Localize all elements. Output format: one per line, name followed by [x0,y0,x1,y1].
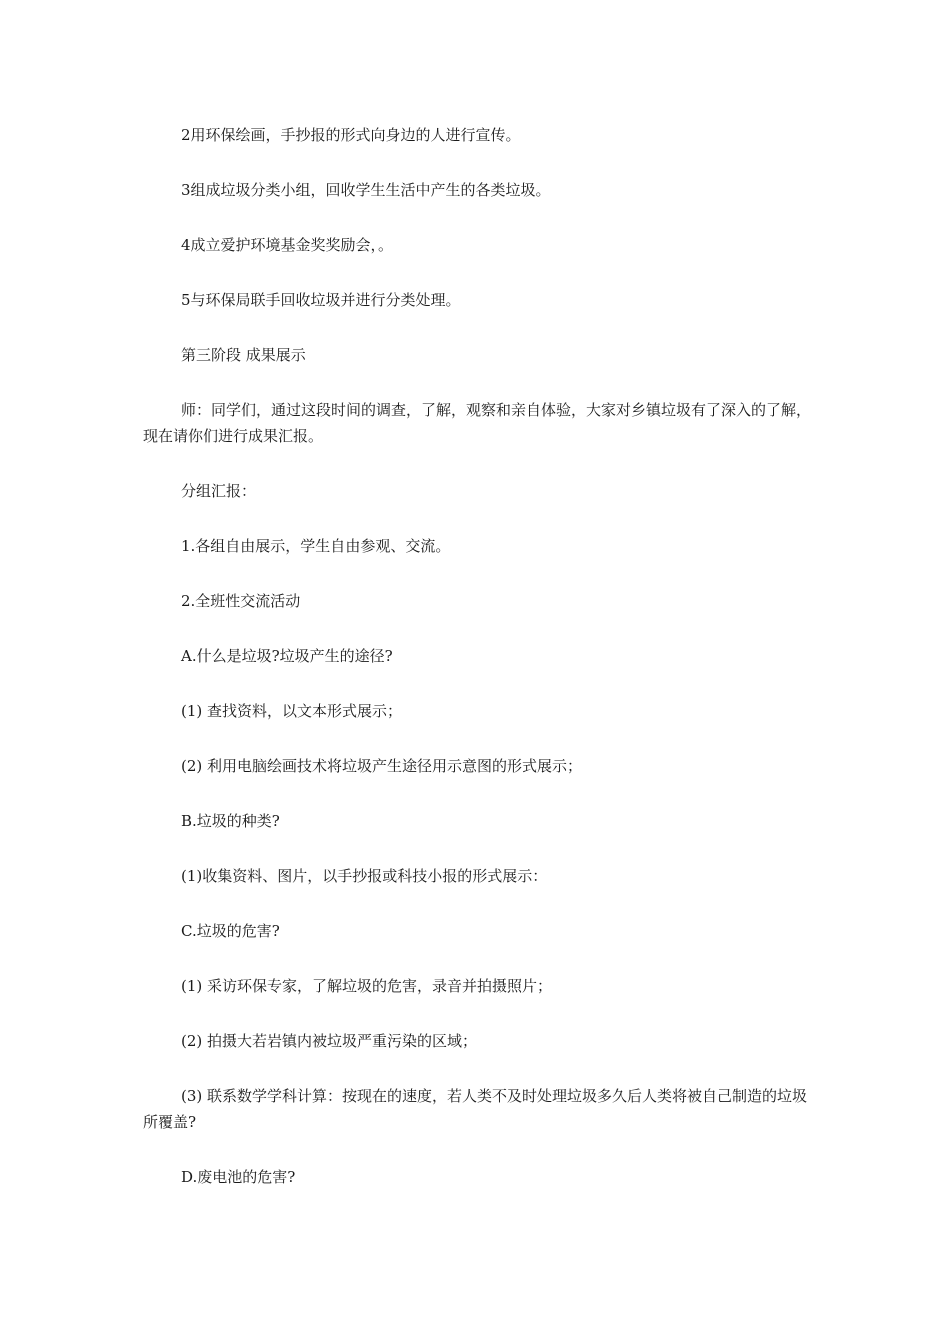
question-item: A.什么是垃圾?垃圾产生的途径? [181,647,393,665]
list-item: 2.全班性交流活动 [181,592,301,610]
question-item: C.垃圾的危害? [181,922,280,940]
list-item: (2) 利用电脑绘画技术将垃圾产生途径用示意图的形式展示； [181,757,583,775]
paragraph: 5与环保局联手回收垃圾并进行分类处理。 [181,291,461,309]
document-body [143,122,815,1219]
paragraph: 2用环保绘画，手抄报的形式向身边的人进行宣传。 [181,126,521,144]
list-item: (1) 查找资料，以文本形式展示； [181,702,403,720]
paragraph: 分组汇报： [181,482,257,500]
list-item: (1) 采访环保专家，了解垃圾的危害，录音并拍摄照片； [181,977,553,995]
list-item: (2) 拍摄大若岩镇内被垃圾严重污染的区域； [181,1032,478,1050]
list-item: (1)收集资料、图片，以手抄报或科技小报的形式展示： [181,867,548,885]
paragraph: 4成立爱护环境基金奖奖励会，。 [181,236,394,254]
paragraph: 3组成垃圾分类小组，回收学生生活中产生的各类垃圾。 [181,181,551,199]
question-item: D.废电池的危害? [181,1168,296,1186]
paragraph: 师：同学们，通过这段时间的调查，了解，观察和亲自体验，大家对乡镇垃圾有了深入的了解，现在请你们进行成果汇报。 [143,401,812,445]
question-item: B.垃圾的种类? [181,812,280,830]
section-heading: 第三阶段 成果展示 [181,346,306,364]
list-item: 1.各组自由展示，学生自由参观、交流。 [181,537,451,555]
list-item: (3) 联系数学学科计算：按现在的速度，若人类不及时处理垃圾多久后人类将被自己制造的垃圾所覆盖? [143,1087,808,1131]
